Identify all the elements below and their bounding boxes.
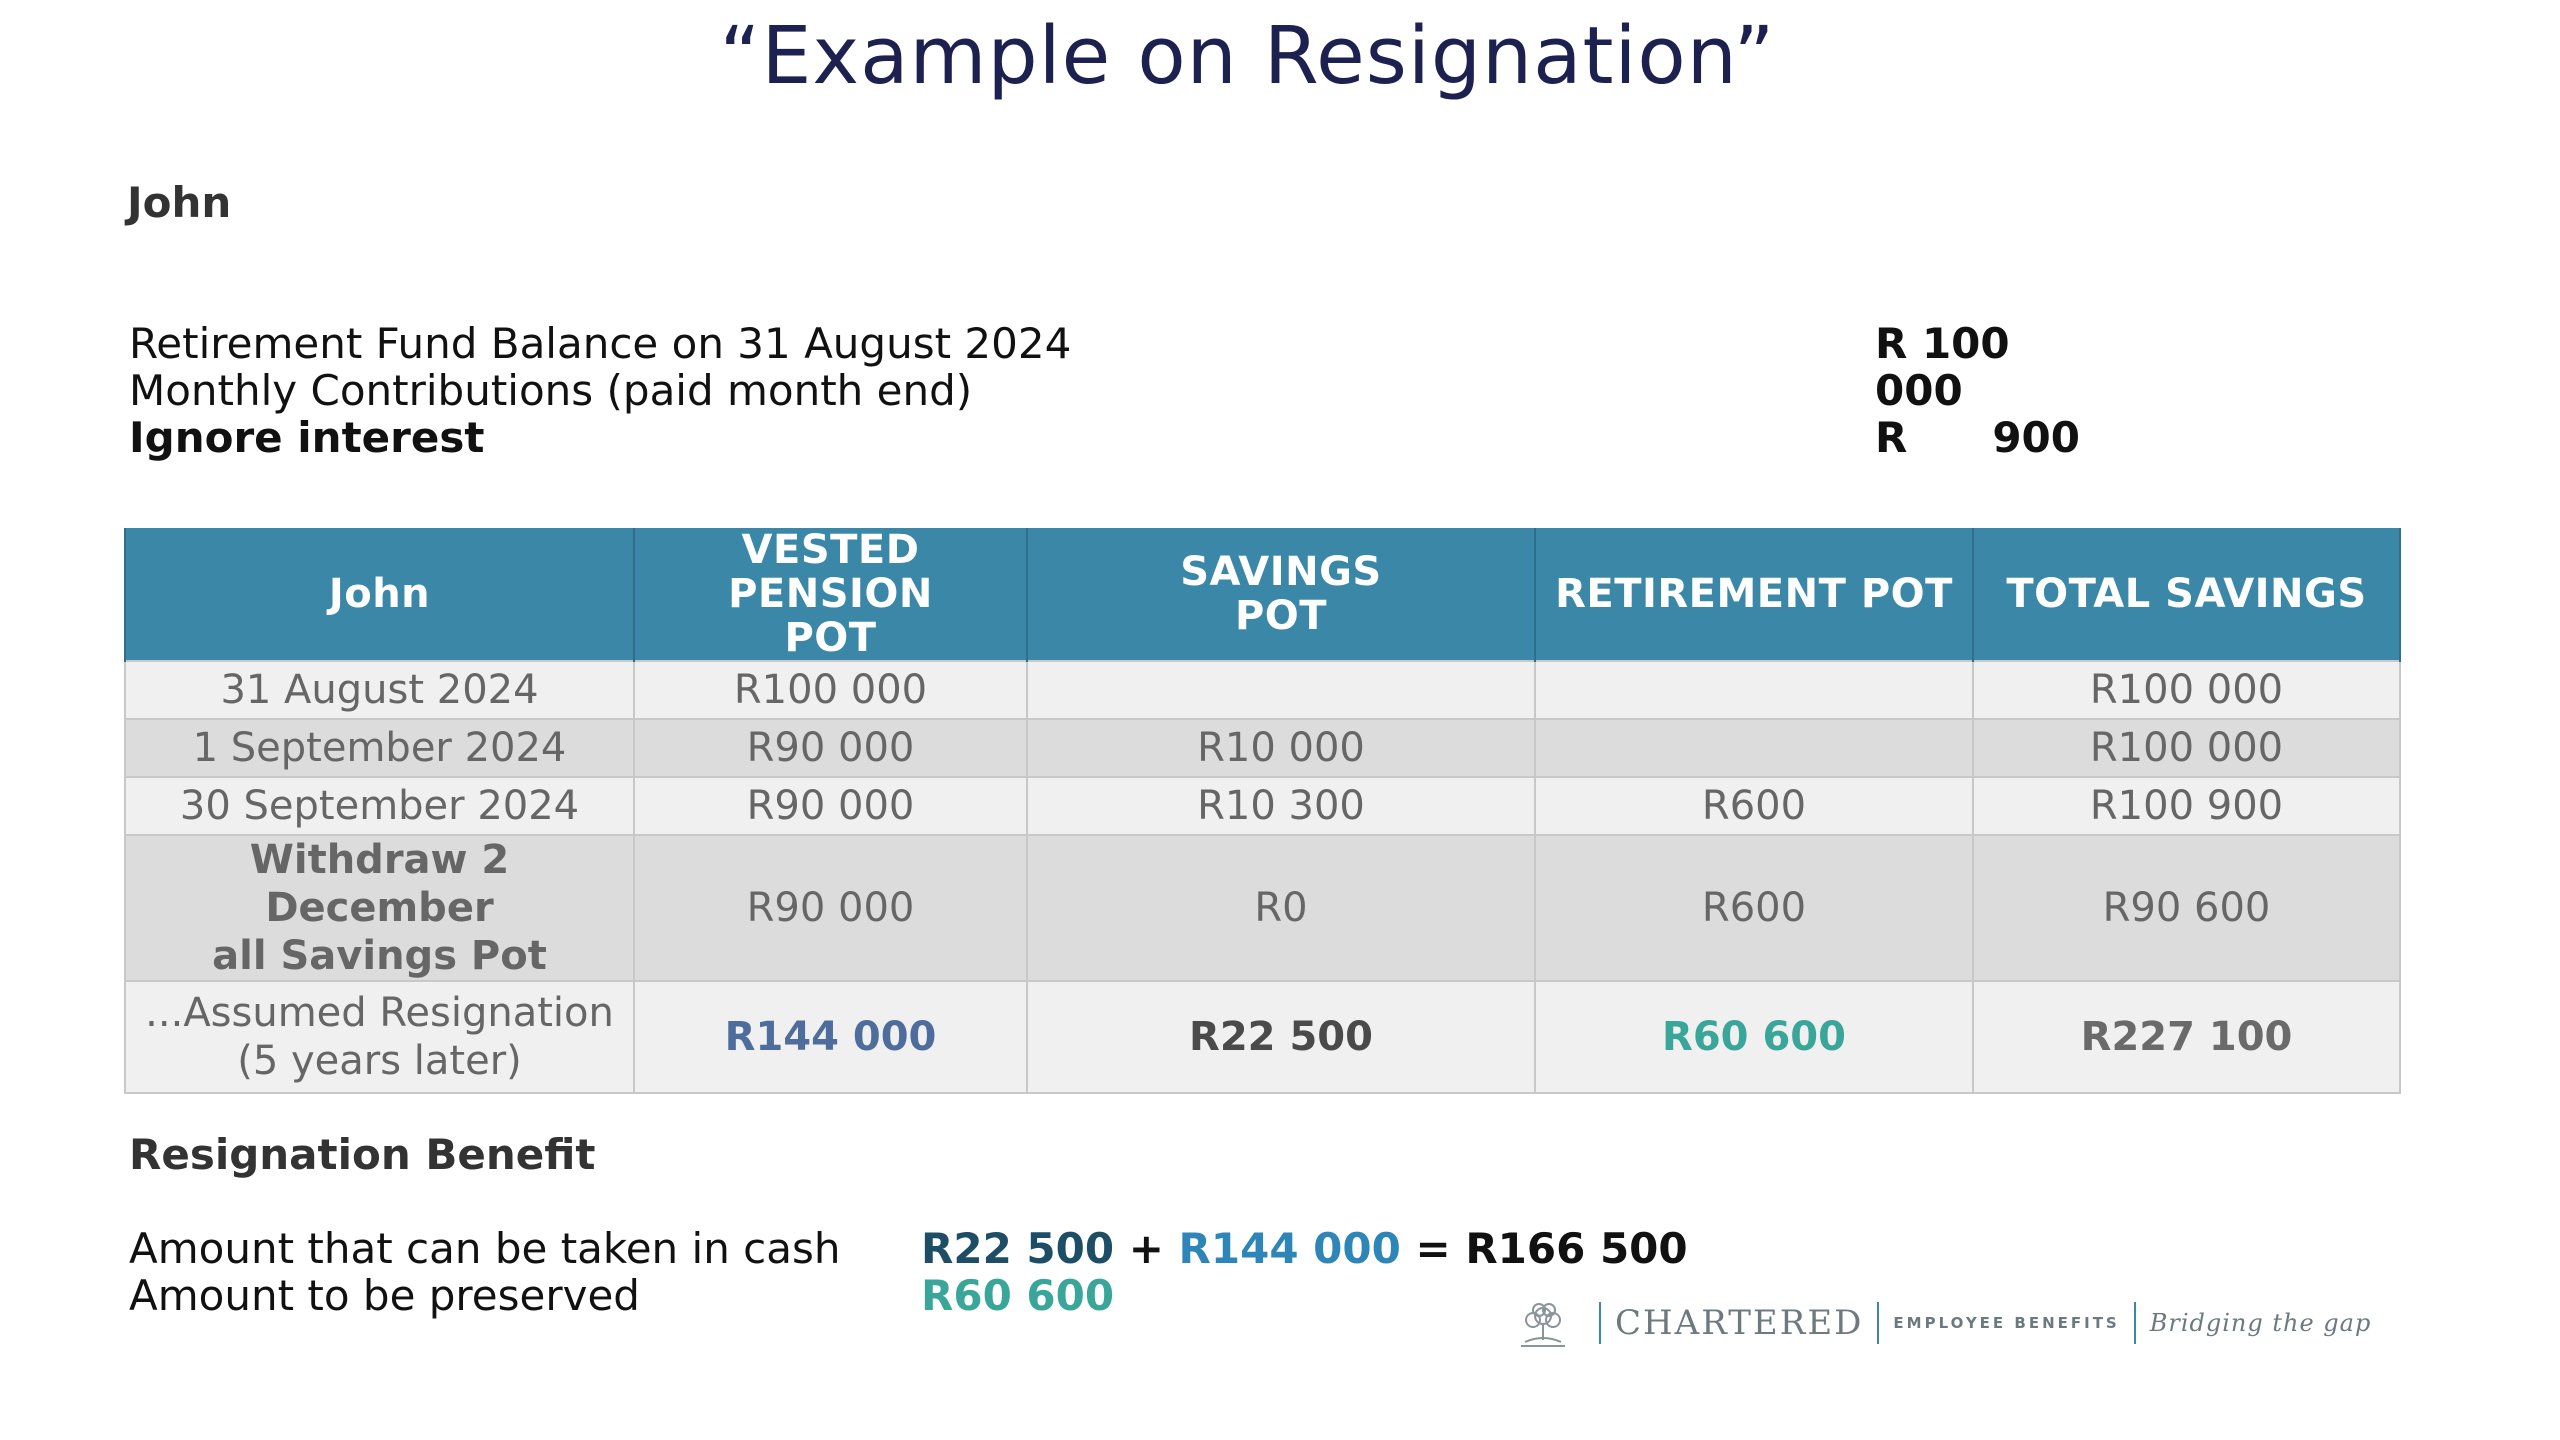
vested-value: R90 000 (634, 719, 1027, 777)
contributions-label: Monthly Contributions (paid month end) (129, 366, 973, 415)
retirement-value: R600 (1535, 777, 1973, 835)
cash-total: R166 500 (1465, 1224, 1688, 1273)
savings-value (1027, 661, 1535, 719)
person-name: John (127, 178, 232, 227)
tree-emblem-icon (1515, 1298, 1571, 1348)
contributions-value-row (1875, 414, 2080, 461)
savings-value: R22 500 (1027, 981, 1535, 1093)
total-value: R100 000 (1973, 661, 2400, 719)
fund-amounts (1875, 320, 2080, 461)
plus-sign: + (1128, 1224, 1164, 1273)
contributions-value: 900 (1992, 413, 2080, 462)
cash-equation (921, 1225, 1688, 1272)
total-value: R100 900 (1973, 777, 2400, 835)
header-savings-pot: SAVINGS POT (1027, 528, 1535, 661)
logo-separator (1599, 1302, 1601, 1344)
total-value: R100 000 (1973, 719, 2400, 777)
total-value: R90 600 (1973, 835, 2400, 981)
header-name: John (125, 528, 634, 661)
balance-value: R 100 000 (1875, 319, 2010, 415)
table-row (125, 719, 2400, 777)
balance-label: Retirement Fund Balance on 31 August 2024 (129, 319, 1072, 368)
benefit-labels (129, 1225, 841, 1319)
table-header-row (125, 528, 2400, 661)
retirement-value (1535, 719, 1973, 777)
table-row (125, 661, 2400, 719)
table-row (125, 835, 2400, 981)
row-label: 31 August 2024 (125, 661, 634, 719)
retirement-value: R600 (1535, 835, 1973, 981)
vested-value: R90 000 (634, 777, 1027, 835)
savings-value: R10 000 (1027, 719, 1535, 777)
row-label: Withdraw 2 December all Savings Pot (125, 835, 634, 981)
savings-value: R0 (1027, 835, 1535, 981)
table-row (125, 981, 2400, 1093)
row-label: 1 September 2024 (125, 719, 634, 777)
savings-value: R10 300 (1027, 777, 1535, 835)
preserve-label: Amount to be preserved (129, 1271, 640, 1320)
row-label: ...Assumed Resignation (5 years later) (125, 981, 634, 1093)
chartered-logo (1515, 1295, 2371, 1351)
logo-separator (1877, 1302, 1879, 1344)
logo-tagline: Bridging the gap (2149, 1309, 2372, 1337)
row-label: 30 September 2024 (125, 777, 634, 835)
logo-subtitle: EMPLOYEE BENEFITS (1893, 1314, 2120, 1332)
retirement-value: R60 600 (1535, 981, 1973, 1093)
preserve-value: R60 600 (921, 1271, 1115, 1320)
pots-table (124, 528, 2401, 1094)
header-total-savings: TOTAL SAVINGS (1973, 528, 2400, 661)
cash-part-vested: R144 000 (1178, 1224, 1401, 1273)
cash-label: Amount that can be taken in cash (129, 1224, 841, 1273)
vested-value: R90 000 (634, 835, 1027, 981)
retirement-value (1535, 661, 1973, 719)
logo-separator (2134, 1302, 2136, 1344)
vested-value: R100 000 (634, 661, 1027, 719)
benefit-heading: Resignation Benefit (129, 1130, 596, 1179)
logo-brand: CHARTERED (1615, 1303, 1864, 1343)
fund-facts (129, 320, 1071, 461)
header-retirement-pot: RETIREMENT POT (1535, 528, 1973, 661)
header-vested-pension-pot: VESTED PENSION POT (634, 528, 1027, 661)
ignore-interest-note: Ignore interest (129, 413, 485, 462)
table-row (125, 777, 2400, 835)
cash-part-savings: R22 500 (921, 1224, 1115, 1273)
total-value: R227 100 (1973, 981, 2400, 1093)
contributions-currency: R (1875, 413, 1908, 462)
vested-value: R144 000 (634, 981, 1027, 1093)
slide-title: “Example on Resignation” (719, 10, 1776, 102)
equals-sign: = (1415, 1224, 1451, 1273)
